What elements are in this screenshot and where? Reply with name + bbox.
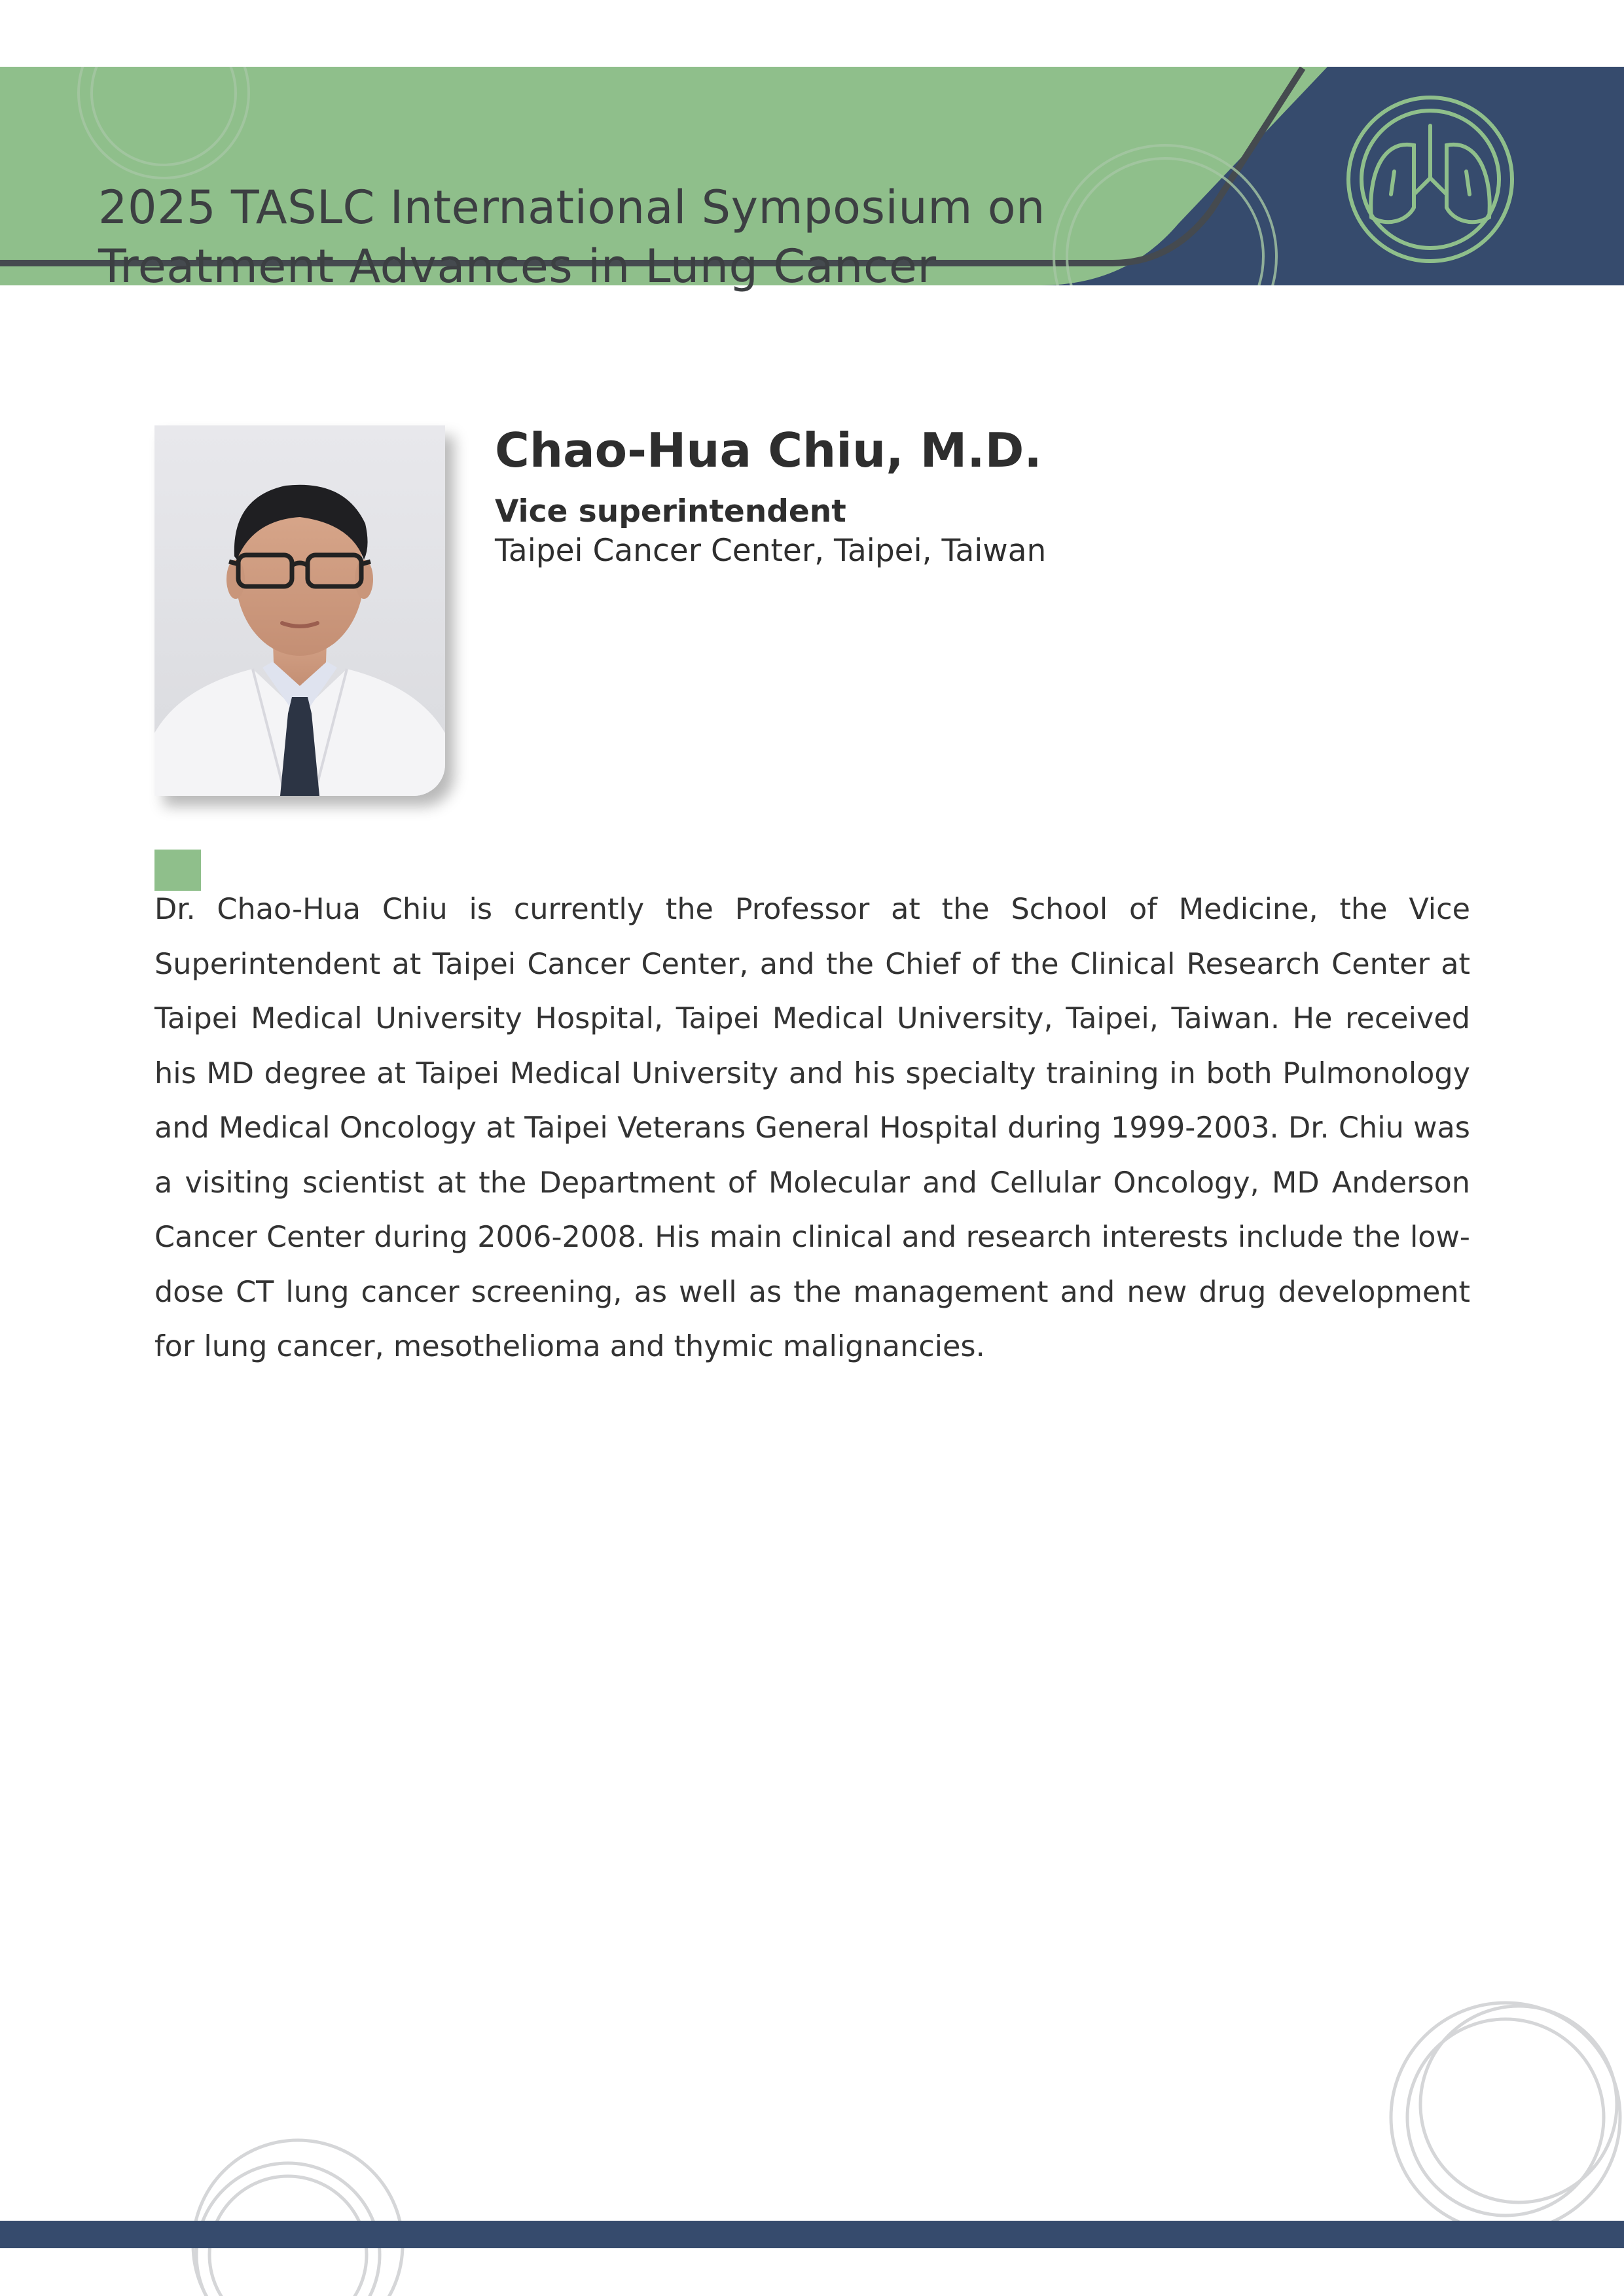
speaker-photo <box>154 425 445 796</box>
symposium-title-line2: Treatment Advances in Lung Cancer <box>98 240 937 293</box>
speaker-bio: Dr. Chao-Hua Chiu is currently the Professor at the School of Medicine, the Vice Superintendent at Taipei Cancer Center, and the Chief of the Clinical Research Center at Taipei Medical University Hospital, Taipei Medical University, Taipei, Taiwan. He received his MD degree at Taipei Medical University and his specialty training in both Pulmonology and Medical Oncology at Taipei Veterans General Hospital during 1999-2003. Dr. Chiu was a visiting scientist at the Department of Molecular and Cellular Oncology, MD Anderson Cancer Center during 2006-2008. His main clinical and research interests include the low-dose CT lung cancer screening, as well as the management and new drug development for lung cancer, mesothelioma and thymic malignancies. <box>154 893 1470 1363</box>
footer-bar <box>0 2221 1624 2248</box>
speaker-affiliation: Taipei Cancer Center, Taipei, Taiwan <box>495 533 1047 569</box>
symposium-title <box>98 178 1045 296</box>
header-banner <box>0 67 1624 293</box>
bottom-arc-decoration <box>157 2108 458 2296</box>
symposium-title-line1: 2025 TASLC International Symposium on <box>98 181 1045 234</box>
portrait-photo <box>154 425 445 796</box>
corner-arc-decoration <box>1348 1977 1624 2238</box>
speaker-name: Chao-Hua Chiu, M.D. <box>495 423 1042 478</box>
speaker-role: Vice superintendent <box>495 493 846 529</box>
